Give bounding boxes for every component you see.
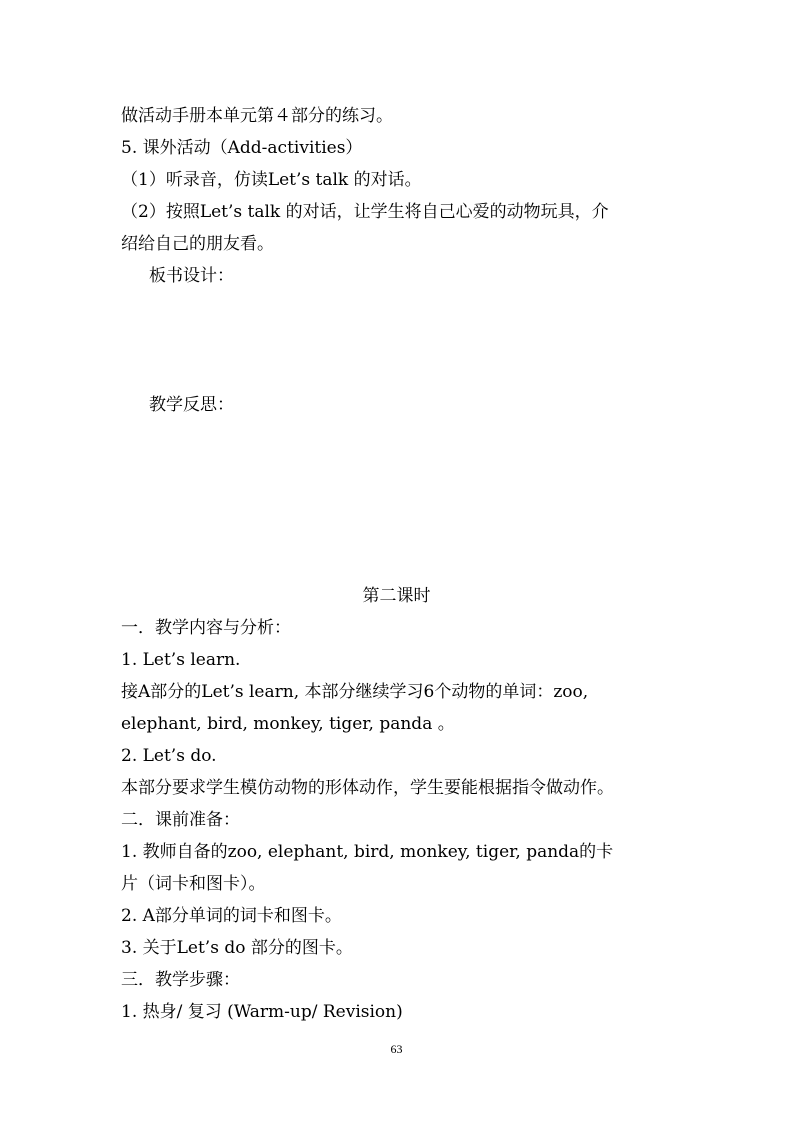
- text-line: 接A部分的Let’s learn, 本部分继续学习6个动物的单词：zoo,: [121, 682, 589, 702]
- text-line: 2. Let’s do.: [121, 746, 217, 766]
- text-line: 本部分要求学生模仿动物的形体动作，学生要能根据指令做动作。: [121, 778, 614, 798]
- page-number: 63: [390, 1042, 403, 1056]
- section-heading: 二．课前准备：: [121, 810, 240, 830]
- text-line: elephant, bird, monkey, tiger, panda 。: [121, 714, 455, 734]
- text-line: 3. 关于Let’s do 部分的图卡。: [121, 938, 353, 958]
- text-line: 1. 热身/ 复习 (Warm-up/ Revision): [121, 1002, 403, 1022]
- text-line: 2. A部分单词的词卡和图卡。: [121, 906, 342, 926]
- text-line: （1）听录音，仿读Let’s talk 的对话。: [121, 170, 422, 190]
- text-line: 片（词卡和图卡）。: [121, 874, 266, 894]
- text-line: 绍给自己的朋友看。: [121, 234, 274, 254]
- section-heading: 一．教学内容与分析：: [121, 618, 291, 638]
- section-heading: 三．教学步骤：: [121, 970, 240, 990]
- teaching-reflection-label: 教学反思：: [149, 395, 234, 415]
- text-line: 1. Let’s learn.: [121, 650, 241, 670]
- text-line: 1. 教师自备的zoo, elephant, bird, monkey, tiger, panda的卡: [121, 842, 614, 862]
- section-heading: 5. 课外活动（Add-activities）: [121, 138, 363, 158]
- text-line: 做活动手册本单元第４部分的练习。: [121, 106, 393, 126]
- lesson-title: 第二课时: [362, 586, 431, 606]
- board-design-label: 板书设计：: [149, 266, 234, 286]
- text-line: （2）按照Let’s talk 的对话，让学生将自己心爱的动物玩具，介: [121, 202, 609, 222]
